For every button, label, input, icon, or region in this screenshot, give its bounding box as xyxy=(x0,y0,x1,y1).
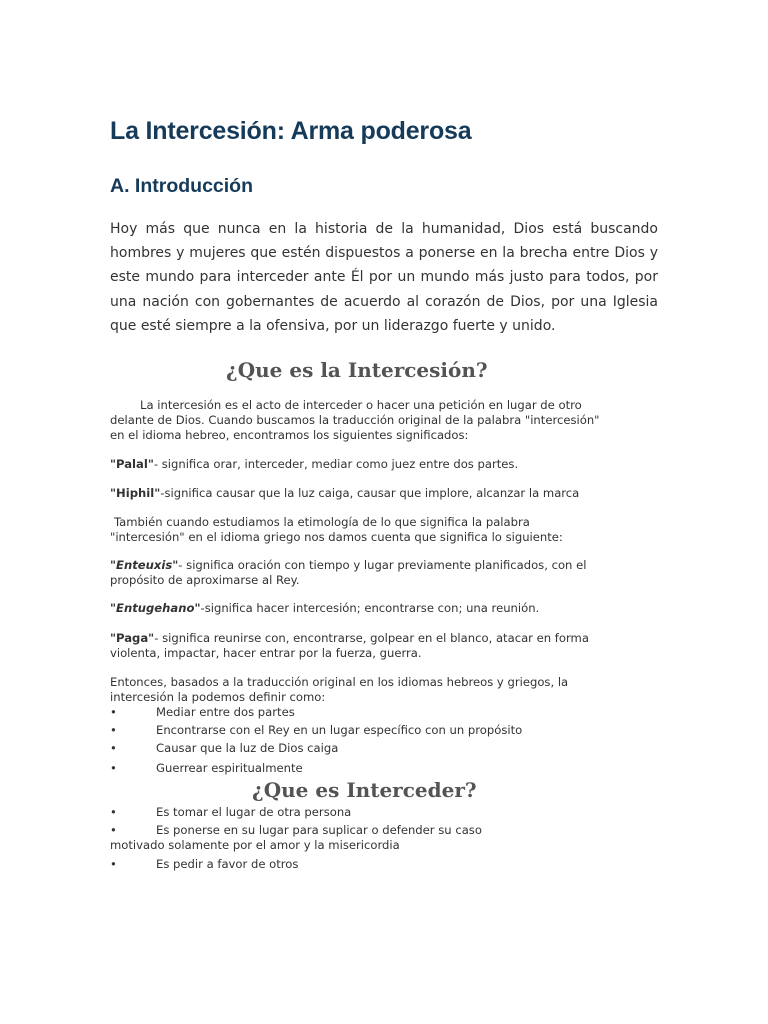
etimologia-line-2: "intercesión" en el idioma griego nos damos cuenta que significa lo siguiente: xyxy=(110,530,563,544)
term-hiphil xyxy=(110,486,670,501)
page-title: La Intercesión: Arma poderosa xyxy=(110,117,472,145)
bullet-icon: • xyxy=(110,705,117,719)
bullet-icon: • xyxy=(110,723,117,737)
definition-line-1: La intercesión es el acto de interceder o hacer una petición en lugar de otro xyxy=(140,398,582,412)
heading-que-es-interceder: ¿Que es Interceder? xyxy=(252,778,477,802)
bullet-icon: • xyxy=(110,741,117,755)
term-paga xyxy=(110,631,670,646)
term-enteuxis xyxy=(110,558,670,573)
term-enteuxis-definition: - significa oración con tiempo y lugar previamente planificados, con el xyxy=(178,558,587,572)
term-entugehano-word: "Entugehano" xyxy=(110,601,201,615)
entonces-line-2: intercesión la podemos definir como: xyxy=(110,690,326,704)
term-hiphil-definition: -significa causar que la luz caiga, causar que implore, alcanzar la marca xyxy=(160,486,580,500)
term-enteuxis-word: "Enteuxis" xyxy=(110,558,179,572)
interceder-continuation: motivado solamente por el amor y la misericordia xyxy=(110,838,400,852)
term-palal-definition: - significa orar, interceder, mediar como juez entre dos partes. xyxy=(153,457,519,471)
term-enteuxis-continuation: propósito de aproximarse al Rey. xyxy=(110,573,300,587)
term-entugehano-definition: -significa hacer intercesión; encontrarse con; una reunión. xyxy=(200,601,540,615)
term-paga-continuation: violenta, impactar, hacer entrar por la fuerza, guerra. xyxy=(110,646,422,660)
term-palal xyxy=(110,457,670,472)
bullet-icon: • xyxy=(110,823,117,837)
section-heading-introduccion: A. Introducción xyxy=(110,175,253,197)
entonces-line-1: Entonces, basados a la traducción original en los idiomas hebreos y griegos, la xyxy=(110,675,569,689)
etimologia-line-1: También cuando estudiamos la etimología de lo que significa la palabra xyxy=(114,515,530,529)
term-hiphil-word: "Hiphil" xyxy=(110,486,161,500)
definition-line-2: delante de Dios. Cuando buscamos la traducción original de la palabra "intercesión" xyxy=(110,413,600,427)
document-page: La Intercesión: Arma poderosa A. Introducción Hoy más que nunca en la historia de la humanidad, Dios está buscando hombres y mujeres que estén dispuestos a ponerse en la brecha entre Dios y este mundo para interceder ante Él por un mundo más justo para todos, por una nación con gobernantes de acuerdo al corazón de Dios, por una Iglesia que esté siempre a la ofensiva, por un liderazgo fuerte y unido. ¿Que es la Intercesión? La intercesión es el acto de interceder o hacer una petición en lugar de otro delante de Dios. Cuando buscamos la traducción original de la palabra "intercesión" en el idioma hebreo, encontramos los siguientes significados: "Palal"- significa orar, interceder, mediar como juez entre dos partes. "Hiphil"-significa causar que la luz caiga, causar que implore, alcanzar la marca También cuando estudiamos la etimología de lo que significa la palabra "intercesión" en el idioma griego nos damos cuenta que significa lo siguiente: "Enteuxis"- significa oración con tiempo y lugar previamente planificados, con el propósito de aproximarse al Rey. "Entugehano"-significa hacer intercesión; encontrarse con; una reunión. "Paga"- significa reunirse con, encontrarse, golpear en el blanco, atacar en forma violenta, impactar, hacer entrar por la fuerza, guerra. Entonces, basados a la traducción original en los idiomas hebreos y griegos, la intercesión la podemos definir como: • Mediar entre dos partes • Encontrarse con el Rey en un lugar específico con un propósito • Causar que la luz de Dios caiga • Guerrear espiritualmente ¿Que es Interceder? • Es tomar el lugar de otra persona • Es ponerse en su lugar para suplicar o defender su caso motivado solamente por el amor y la misericordia • Es pedir a favor de otros xyxy=(0,0,768,1024)
term-entugehano xyxy=(110,601,670,616)
bullet-icon: • xyxy=(110,857,117,871)
bullet-icon: • xyxy=(110,761,117,775)
intro-paragraph: Hoy más que nunca en la historia de la humanidad, Dios está buscando hombres y mujeres que estén dispuestos a ponerse en la brecha entre Dios y este mundo para interceder ante Él por un mundo más justo para todos, por una nación con gobernantes de acuerdo al corazón de Dios, por una Iglesia que esté siempre a la ofensiva, por un liderazgo fuerte y unido. xyxy=(110,221,658,334)
bullet-icon: • xyxy=(110,805,117,819)
term-paga-definition: - significa reunirse con, encontrarse, golpear en el blanco, atacar en forma xyxy=(154,631,589,645)
heading-que-es-intercesion: ¿Que es la Intercesión? xyxy=(226,358,488,382)
definition-line-3: en el idioma hebreo, encontramos los siguientes significados: xyxy=(110,428,469,442)
term-paga-word: "Paga" xyxy=(110,631,155,645)
term-palal-word: "Palal" xyxy=(110,457,154,471)
